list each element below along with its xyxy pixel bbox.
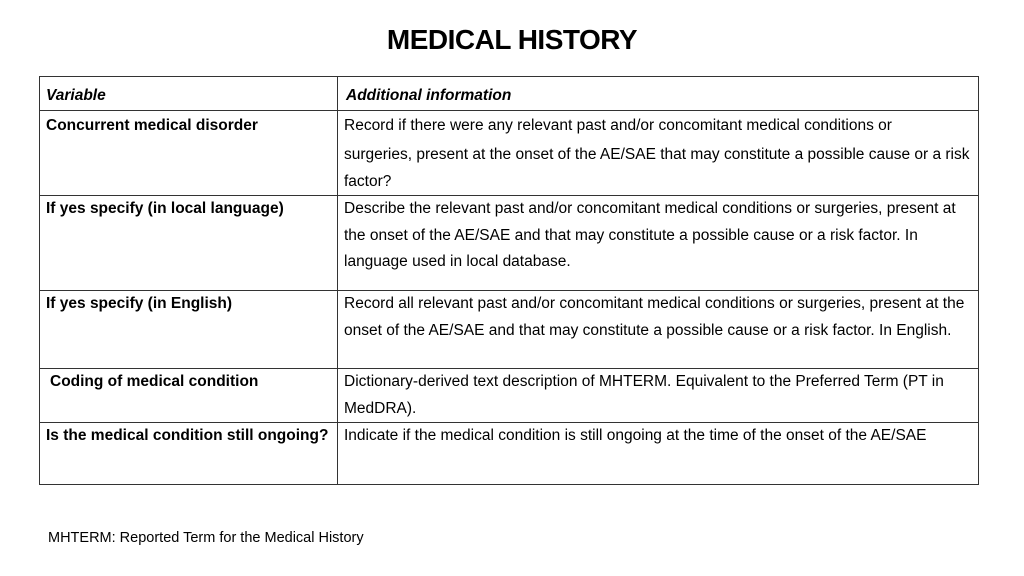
footnote: MHTERM: Reported Term for the Medical History	[48, 530, 364, 546]
table-row	[40, 111, 979, 196]
info-line: surgeries, present at the onset of the AE/SAE that may constitute a possible cause or a risk factor?	[344, 146, 970, 190]
table-header-row	[40, 77, 979, 111]
variable-cell: If yes specify (in English)	[40, 291, 338, 369]
variable-column-header: Variable	[40, 77, 338, 111]
table-row	[40, 291, 979, 369]
page-title: MEDICAL HISTORY	[386, 24, 638, 55]
info-line: Record if there were any relevant past and/or concomitant medical conditions or	[344, 117, 892, 134]
info-cell: Describe the relevant past and/or concomitant medical conditions or surgeries, present at the onset of the AE/SAE and that may constitute a possible cause or a risk factor. In language used in local database.	[338, 196, 979, 291]
table-row	[40, 196, 979, 291]
info-column-header: Additional information	[338, 77, 979, 111]
variable-cell: Concurrent medical disorder	[40, 111, 338, 196]
info-cell: Dictionary-derived text description of MHTERM. Equivalent to the Preferred Term (PT in MedDRA).	[338, 369, 979, 423]
variable-cell: Coding of medical condition	[40, 369, 338, 423]
variable-cell: If yes specify (in local language)	[40, 196, 338, 291]
medical-history-table	[39, 76, 979, 485]
table-row	[40, 423, 979, 485]
table-row	[40, 369, 979, 423]
variable-cell: Is the medical condition still ongoing?	[40, 423, 338, 485]
info-cell	[338, 111, 979, 196]
info-cell: Record all relevant past and/or concomitant medical conditions or surgeries, present at the onset of the AE/SAE and that may constitute a possible cause or a risk factor. In English.	[338, 291, 979, 369]
info-cell: Indicate if the medical condition is still ongoing at the time of the onset of the AE/SAE	[338, 423, 979, 485]
